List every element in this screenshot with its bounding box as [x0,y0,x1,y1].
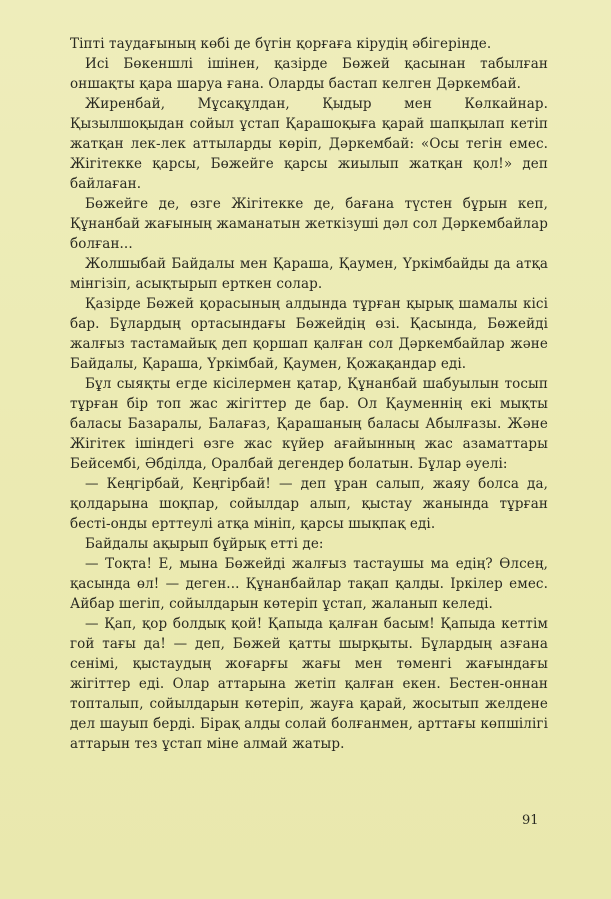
paragraph-7: Бұл сыяқты егде кісілермен қатар, Құнанбай шабуылын тосып тұрған бір топ жас жігіттер де бар. Ол Қауменнің екі мықты баласы Базаралы, Балағаз, Қарашаның баласы Абылғазы. Және Жігітек ішіндегі өзге жас күйер ағайынның жас азаматтары Бейсембі, Әбділда, Оралбай дегендер болатын. Бұлар әуелі: [70,376,548,472]
page-text-block [70,34,548,754]
paragraph-4: Бөжейге де, өзге Жігітекке де, бағана түстен бұрын кеп, Құнанбай жағының жаманатын жеткізуші дәл сол Дәркембайлар болған... [70,196,548,252]
paragraph-8: — Кеңгірбай, Кеңгірбай! — деп ұран салып, жаяу болса да, қолдарына шоқпар, сойылдар алып, қыстау жанында тұрған бесті-онды ерттеулі атқа мініп, қарсы шықпақ еді. [70,476,548,532]
paragraph-2: Исі Бөкеншлі ішінен, қазірде Бөжей қасынан табылған оншақты қара шаруа ғана. Оларды бастап келген Дәркембай. [70,56,548,92]
page-number: 91 [522,813,539,828]
paragraph-9: Байдалы ақырып бұйрық етті де: [85,536,324,552]
paragraph-5: Жолшыбай Байдалы мен Қараша, Қаумен, Үркімбайды да атқа мінгізіп, асықтырып ерткен солар. [70,256,548,292]
paragraph-6: Қазірде Бөжей қорасының алдында тұрған қырық шамалы кісі бар. Бұлардың ортасындағы Бөжейдің өзі. Қасында, Бөжейді жалғыз тастамайық деп қоршап қалған сол Дәркембайлар және Байдалы, Қараша, Үркімбай, Қаумен, Қожақандар еді. [70,296,548,372]
paragraph-1: Тіпті таудағының көбі де бүгін қорғаға кірудің әбігерінде. [70,36,492,52]
paragraph-3: Жиренбай, Мұсақұлдан, Қыдыр мен Көлкайнар. Қызылшоқыдан сойыл ұстап Қарашоқыға қарай шапқылап кетіп жатқан лек-лек аттыларды көріп, Дәркембай: «Осы тегін емес. Жігітекке қарсы, Бөжейге қарсы жиылып жатқан қол!» деп байлаған. [70,96,548,192]
paragraph-11: — Қап, қор болдық қой! Қапыда қалған басым! Қапыда кеттім гой тағы да! — деп, Бөжей қатты шырқыты. Бұлардың азғана сенімі, қыстаудың жоғарғы жағы мен төменгі жағындағы жігіттер еді. Олар аттарына жетіп қалған екен. Бестен-оннан топталып, сойылдарын көтеріп, жауға қарай, жосытып желдене дел шауып берді. Бірақ алды солай болғанмен, арттағы көпшілігі аттарын тез ұстап міне алмай жатыр. [70,616,548,752]
paragraph-10: — Тоқта! Е, мына Бөжейді жалғыз тастаушы ма едің? Өлсең, қасында өл! — деген... Құнанбайлар тақап қалды. Іркілер емес. Айбар шегіп, сойылдарын көтеріп ұстап, жаланып келеді. [70,556,548,612]
